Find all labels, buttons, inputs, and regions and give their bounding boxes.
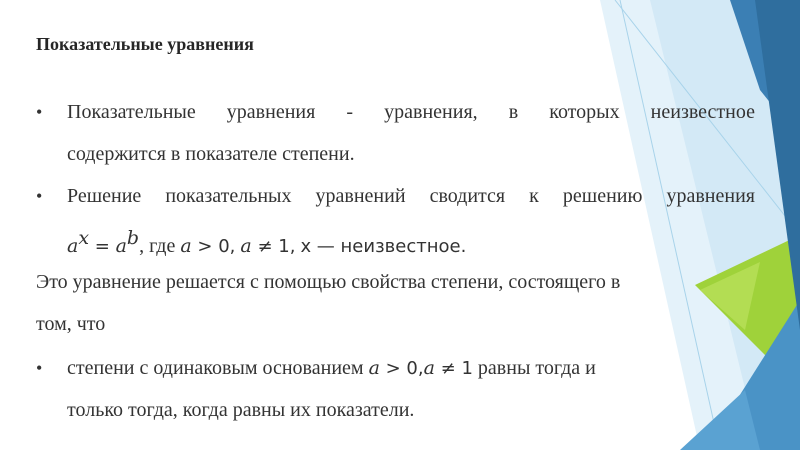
exponent-b: b	[126, 227, 140, 249]
bullet-marker: •	[36, 186, 43, 206]
greater-sign: >	[191, 236, 219, 257]
zero: 0,	[218, 236, 236, 257]
where-text: , где	[139, 235, 181, 257]
bullet-3-line-2: только тогда, когда равны их показатели.	[67, 399, 415, 421]
var-a: a	[368, 357, 380, 379]
not-equal-sign: ≠	[434, 358, 462, 379]
one: 1	[461, 358, 473, 379]
one: 1,	[278, 236, 296, 257]
bullet-3-prefix: степени с одинаковым основанием	[67, 357, 369, 379]
bullet-1-line-2: содержится в показателе степени.	[67, 143, 355, 165]
paragraph-line-2: том, что	[36, 313, 106, 335]
exponent-x: x	[78, 227, 90, 249]
greater-sign: >	[379, 358, 407, 379]
unknown-note: x — неизвестное.	[300, 236, 467, 257]
paragraph-line-1: Это уравнение решается с помощью свойства степени, состоящего в	[36, 271, 621, 293]
var-a: a	[180, 235, 192, 257]
bullet-2-line-1: Решение показательных уравнений сводится к решению уравнения	[67, 185, 755, 207]
zero: 0,	[406, 358, 424, 379]
bullet-1-line-1: Показательные уравнения - уравнения, в которых неизвестное	[67, 101, 755, 123]
var-a: a	[115, 235, 127, 257]
equation-line	[67, 224, 466, 261]
not-equal-sign: ≠	[251, 236, 279, 257]
bullet-3-line-1	[67, 354, 596, 383]
equals-sign: =	[89, 236, 116, 257]
bullet-marker: •	[36, 102, 43, 122]
bullet-3-suffix: равны тогда и	[472, 357, 596, 379]
var-a: a	[67, 235, 79, 257]
var-a: a	[240, 235, 252, 257]
slide-title: Показательные уравнения	[36, 34, 254, 54]
var-a: a	[423, 357, 435, 379]
bullet-marker: •	[36, 358, 43, 378]
